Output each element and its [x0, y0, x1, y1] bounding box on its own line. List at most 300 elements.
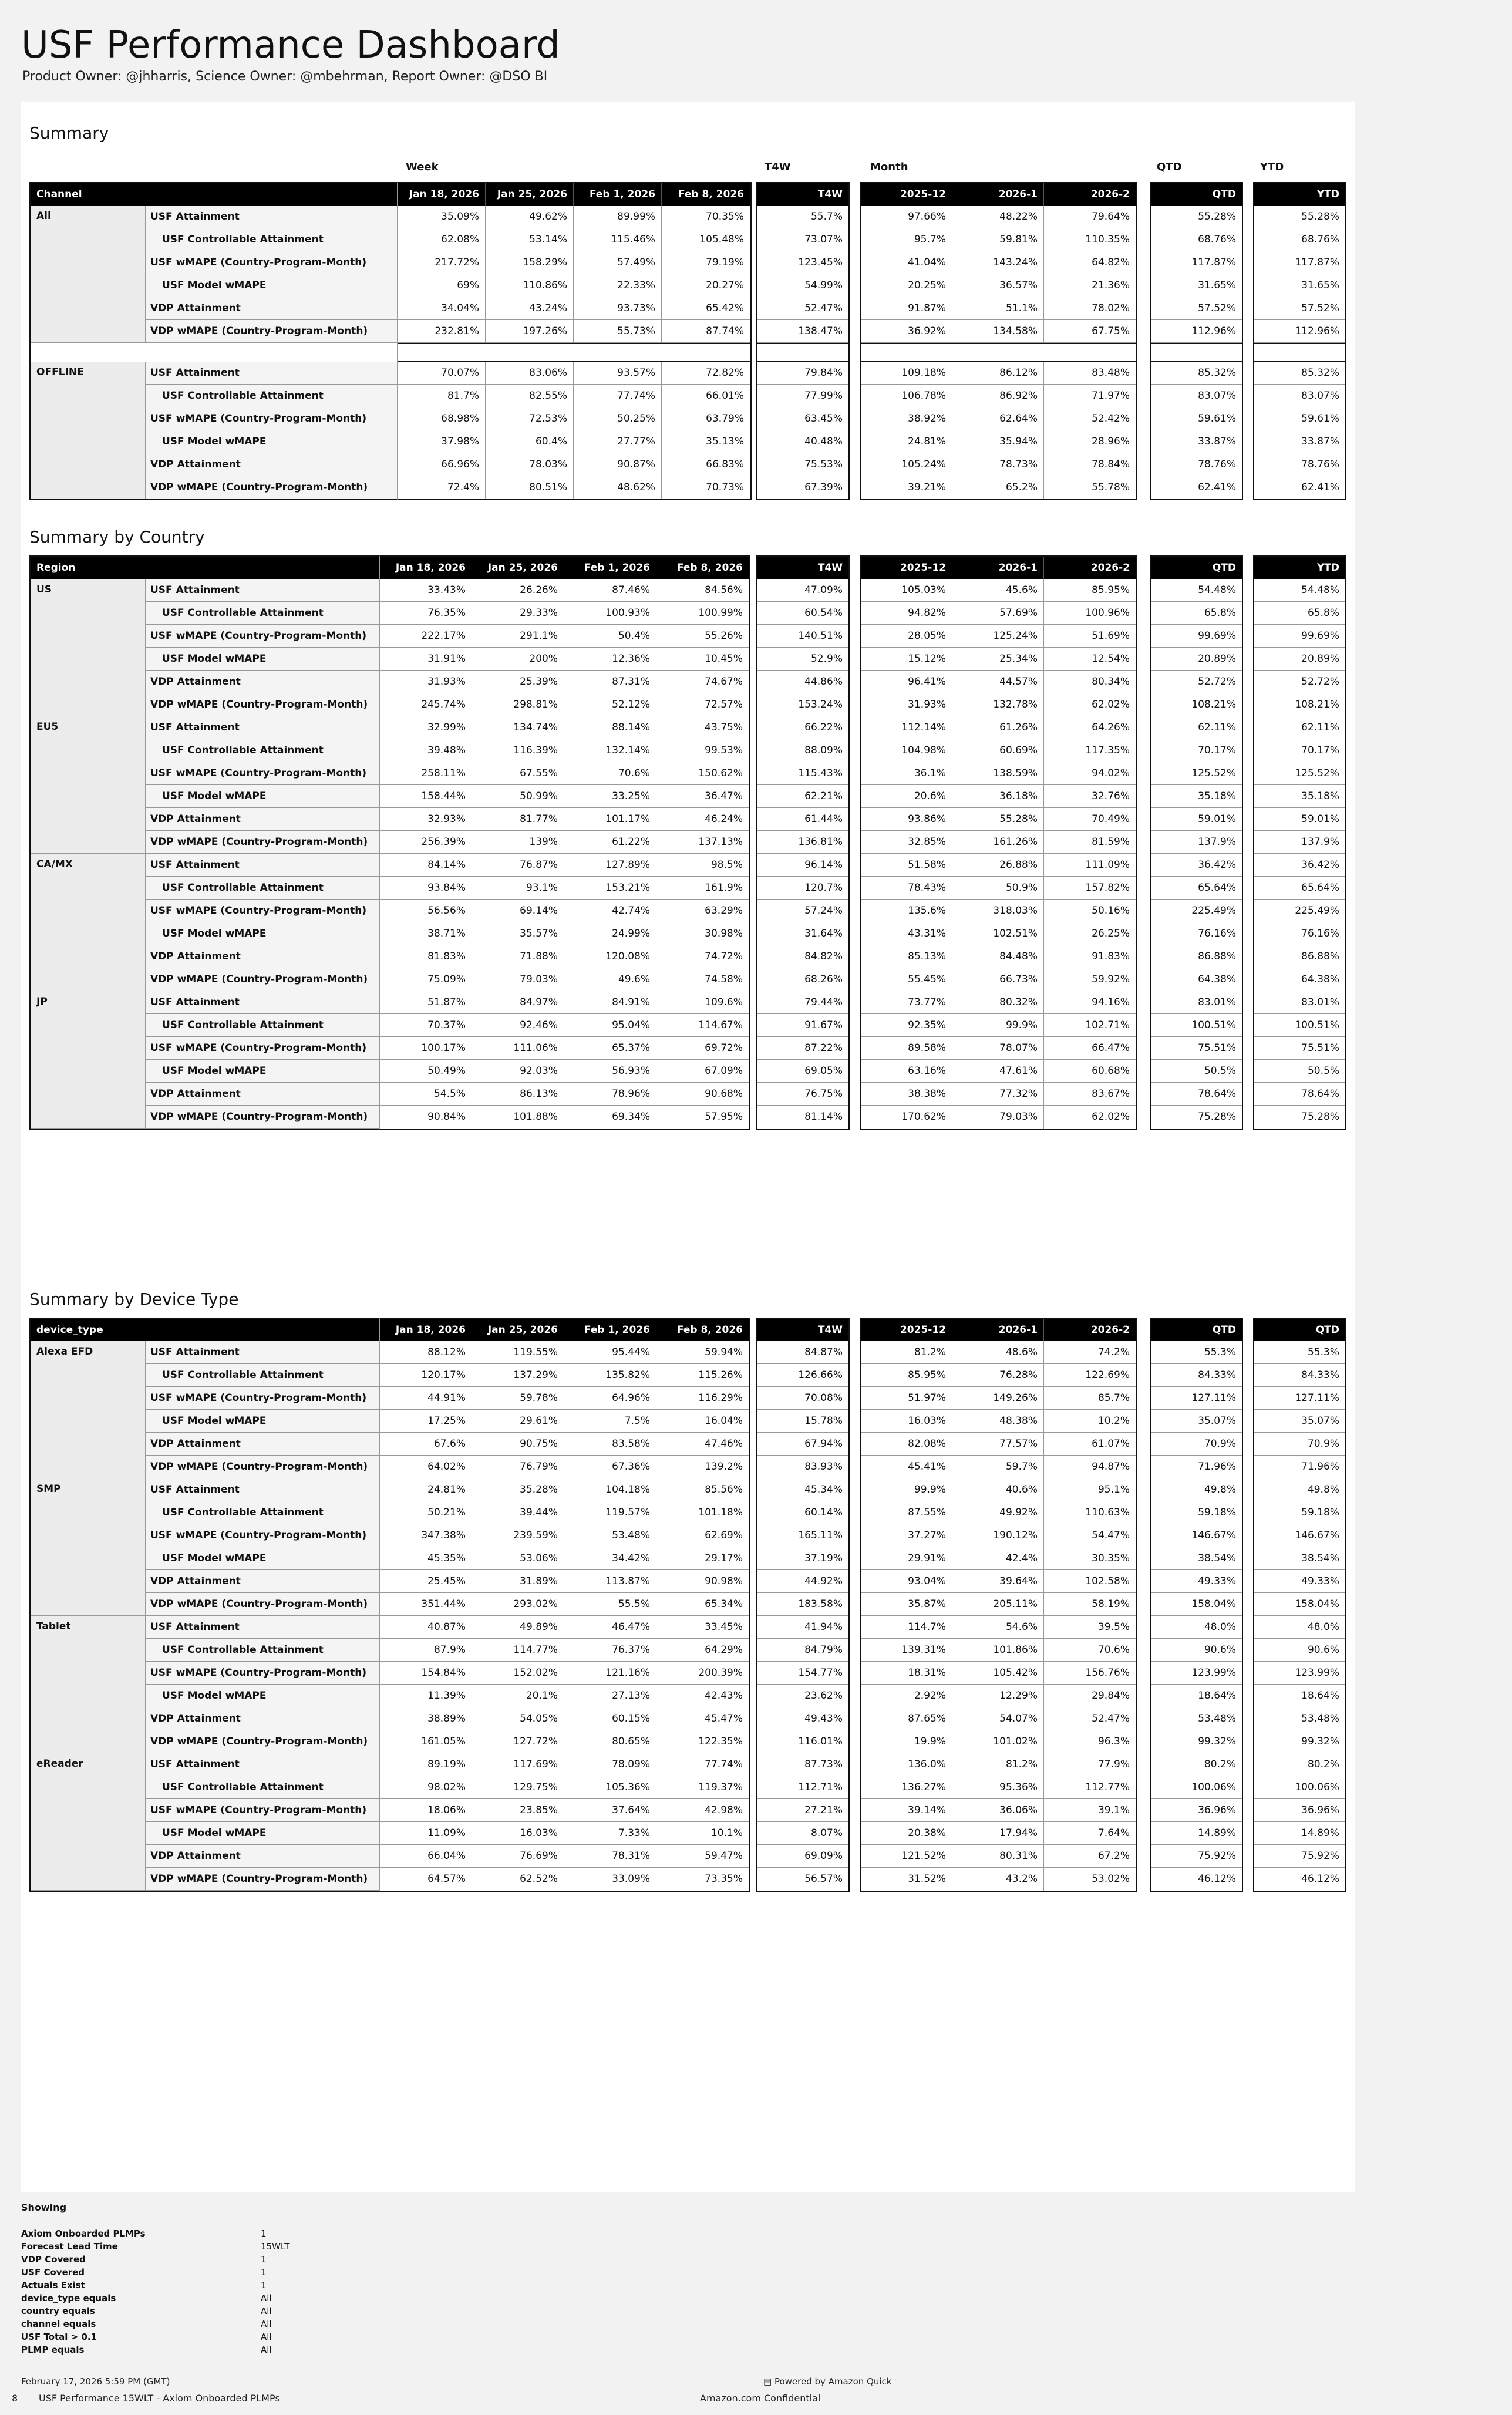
value-cell: 27.13%	[564, 1685, 656, 1707]
value-cell: 75.92%	[1254, 1845, 1345, 1868]
value-cell: 39.5%	[1044, 1616, 1136, 1639]
value-cell: 87.73%	[757, 1753, 848, 1776]
value-cell: 59.01%	[1151, 808, 1242, 831]
value-cell: 52.42%	[1044, 407, 1136, 430]
table-row	[1254, 762, 1345, 785]
value-cell: 21.36%	[1044, 274, 1136, 297]
table-row	[380, 1341, 749, 1364]
table-row	[380, 739, 749, 762]
table-row	[1254, 1868, 1345, 1891]
value-cell: 84.82%	[757, 945, 848, 968]
value-cell: 28.96%	[1044, 430, 1136, 453]
value-cell: 20.25%	[861, 274, 952, 297]
value-cell: 35.07%	[1254, 1410, 1345, 1433]
value-cell: 54.5%	[380, 1083, 472, 1106]
value-cell: 91.83%	[1044, 945, 1136, 968]
value-cell: 42.4%	[952, 1547, 1044, 1570]
table-row	[757, 1685, 848, 1707]
filter-key: PLMP equals	[21, 2345, 85, 2355]
table-row	[861, 320, 1136, 343]
table-row	[1151, 900, 1242, 922]
table-row	[380, 648, 749, 671]
value-cell: 127.72%	[472, 1730, 564, 1753]
value-cell: 74.67%	[656, 671, 749, 693]
table-row	[861, 716, 1136, 739]
table-row	[861, 1456, 1136, 1478]
value-cell: 139%	[472, 831, 564, 854]
value-cell: 60.68%	[1044, 1060, 1136, 1083]
metric-label: VDP wMAPE (Country-Program-Month)	[146, 831, 380, 854]
value-cell: 65.42%	[662, 297, 750, 320]
metric-label: USF Attainment	[146, 1616, 380, 1639]
value-cell: 44.92%	[757, 1570, 848, 1593]
table-row	[757, 671, 848, 693]
value-cell: 62.64%	[952, 407, 1044, 430]
metric-label: USF wMAPE (Country-Program-Month)	[146, 1037, 380, 1060]
metric-label: USF Controllable Attainment	[146, 1364, 380, 1387]
filter-key: device_type equals	[21, 2293, 116, 2303]
filter-item	[21, 2240, 289, 2253]
table-row	[861, 671, 1136, 693]
value-cell: 78.64%	[1151, 1083, 1242, 1106]
value-cell: 112.14%	[861, 716, 952, 739]
value-cell: 86.88%	[1254, 945, 1345, 968]
table-row	[861, 1707, 1136, 1730]
column-header: Feb 1, 2026	[564, 1319, 656, 1341]
value-cell: 57.52%	[1254, 297, 1345, 320]
value-cell: 83.93%	[757, 1456, 848, 1478]
value-cell: 46.47%	[564, 1616, 656, 1639]
table-row	[1254, 362, 1345, 385]
value-cell: 53.48%	[564, 1524, 656, 1547]
group-gap	[1254, 343, 1345, 362]
table-row	[757, 430, 848, 453]
value-cell: 183.58%	[757, 1593, 848, 1616]
column-header-row	[1254, 557, 1345, 579]
value-cell: 101.02%	[952, 1730, 1044, 1753]
section-title: Summary	[29, 123, 109, 143]
value-cell: 17.25%	[380, 1410, 472, 1433]
table-row	[861, 1685, 1136, 1707]
row-label-block	[29, 1318, 380, 1892]
table-row	[380, 1456, 749, 1478]
value-cell: 41.04%	[861, 251, 952, 274]
table-row	[1254, 968, 1345, 991]
value-cell: 20.89%	[1254, 648, 1345, 671]
value-cell: 36.47%	[656, 785, 749, 808]
value-cell: 105.36%	[564, 1776, 656, 1799]
value-cell: 51.97%	[861, 1387, 952, 1410]
device-section	[21, 1276, 1355, 2040]
table-row	[1151, 831, 1242, 854]
value-cell: 76.79%	[472, 1456, 564, 1478]
table-row	[1254, 1410, 1345, 1433]
value-cell: 27.77%	[574, 430, 662, 453]
value-cell: 225.49%	[1254, 900, 1345, 922]
value-cell: 291.1%	[472, 625, 564, 648]
table-row	[1254, 1014, 1345, 1037]
value-cell: 71.96%	[1254, 1456, 1345, 1478]
value-cell: 70.49%	[1044, 808, 1136, 831]
value-cell: 125.52%	[1254, 762, 1345, 785]
value-cell: 16.03%	[861, 1410, 952, 1433]
table-row	[380, 1106, 749, 1129]
column-header-row	[1151, 557, 1242, 579]
table-row	[861, 1014, 1136, 1037]
column-header: QTD	[1212, 1324, 1236, 1336]
table-row	[1254, 1662, 1345, 1685]
value-cell: 77.99%	[757, 385, 848, 407]
value-cell: 39.21%	[861, 476, 952, 499]
value-cell: 89.19%	[380, 1753, 472, 1776]
value-cell: 75.92%	[1151, 1845, 1242, 1868]
value-cell: 99.69%	[1254, 625, 1345, 648]
value-cell: 31.65%	[1254, 274, 1345, 297]
table-row	[861, 1799, 1136, 1822]
value-cell: 78.64%	[1254, 1083, 1345, 1106]
value-cell: 18.64%	[1254, 1685, 1345, 1707]
value-block	[397, 182, 752, 500]
value-cell: 98.02%	[380, 1776, 472, 1799]
filter-key: VDP Covered	[21, 2254, 86, 2265]
value-cell: 121.52%	[861, 1845, 952, 1868]
value-cell: 81.2%	[952, 1753, 1044, 1776]
metric-label: USF Model wMAPE	[146, 1547, 380, 1570]
value-cell: 114.67%	[656, 1014, 749, 1037]
value-cell: 83.06%	[486, 362, 574, 385]
value-cell: 122.69%	[1044, 1364, 1136, 1387]
table-row	[380, 1868, 749, 1891]
table-row	[861, 1639, 1136, 1662]
value-cell: 97.66%	[861, 206, 952, 228]
value-cell: 78.96%	[564, 1083, 656, 1106]
value-cell: 90.87%	[574, 453, 662, 476]
value-cell: 81.14%	[804, 1111, 843, 1123]
value-cell: 74.58%	[656, 968, 749, 991]
table-row	[861, 1524, 1136, 1547]
value-cell: 94.82%	[861, 602, 952, 625]
value-cell: 44.57%	[952, 671, 1044, 693]
value-cell: 42.43%	[656, 1685, 749, 1707]
table-row	[1151, 1753, 1242, 1776]
value-cell: 36.18%	[952, 785, 1044, 808]
group-label: US	[31, 579, 146, 716]
value-cell: 70.6%	[564, 762, 656, 785]
value-cell: 29.33%	[472, 602, 564, 625]
value-cell: 17.94%	[952, 1822, 1044, 1845]
value-cell: 101.18%	[656, 1501, 749, 1524]
table-row	[1254, 1707, 1345, 1730]
filters-panel	[21, 2202, 289, 2356]
value-cell: 83.48%	[1044, 362, 1136, 385]
value-cell: 42.74%	[564, 900, 656, 922]
value-cell: 25.39%	[472, 671, 564, 693]
table-row	[757, 274, 848, 297]
table-row	[1254, 430, 1345, 453]
value-cell: 33.87%	[1151, 430, 1242, 453]
table-row	[1254, 1639, 1345, 1662]
value-cell: 18.31%	[861, 1662, 952, 1685]
value-cell: 85.7%	[1044, 1387, 1136, 1410]
metric-label: VDP wMAPE (Country-Program-Month)	[146, 693, 380, 716]
value-cell: 197.26%	[486, 320, 574, 343]
column-header: T4W	[817, 188, 843, 200]
value-cell: 293.02%	[472, 1593, 564, 1616]
column-header: 2025-12	[861, 557, 952, 579]
value-cell: 60.54%	[757, 602, 848, 625]
table-row	[861, 1060, 1136, 1083]
value-cell: 132.14%	[564, 739, 656, 762]
filter-item	[21, 2292, 289, 2305]
table-row	[757, 579, 848, 602]
value-cell: 137.9%	[1151, 831, 1242, 854]
value-cell: 16.03%	[472, 1822, 564, 1845]
value-cell: 52.9%	[757, 648, 848, 671]
value-cell: 49.33%	[1254, 1570, 1345, 1593]
value-cell: 87.31%	[564, 671, 656, 693]
value-cell: 115.26%	[656, 1364, 749, 1387]
value-cell: 35.94%	[952, 430, 1044, 453]
value-cell: 84.97%	[472, 991, 564, 1014]
value-cell: 136.0%	[861, 1753, 952, 1776]
value-cell: 92.35%	[861, 1014, 952, 1037]
table-row	[757, 1547, 848, 1570]
value-cell: 59.18%	[1151, 1501, 1242, 1524]
value-cell: 95.36%	[952, 1776, 1044, 1799]
value-cell: 105.03%	[861, 579, 952, 602]
powered-by-text: Powered by Amazon Quick	[774, 2376, 892, 2387]
table-row	[757, 1868, 848, 1891]
value-cell: 70.9%	[1254, 1433, 1345, 1456]
table-row	[1254, 1616, 1345, 1639]
filter-item	[21, 2318, 289, 2330]
metric-label: USF Attainment	[146, 716, 380, 739]
table-row	[757, 1060, 848, 1083]
value-cell: 31.93%	[380, 671, 472, 693]
table-row	[1254, 831, 1345, 854]
value-cell: 318.03%	[952, 900, 1044, 922]
value-cell: 20.89%	[1151, 648, 1242, 671]
value-cell: 62.69%	[656, 1524, 749, 1547]
table-row	[861, 297, 1136, 320]
value-cell: 99.53%	[656, 739, 749, 762]
table-row	[1254, 1387, 1345, 1410]
value-cell: 62.02%	[1044, 693, 1136, 716]
value-cell: 43.2%	[952, 1868, 1044, 1891]
value-cell: 74.2%	[1044, 1341, 1136, 1364]
value-cell: 23.85%	[472, 1799, 564, 1822]
table-row	[757, 1456, 848, 1478]
filter-key: Actuals Exist	[21, 2280, 85, 2291]
value-cell: 105.24%	[861, 453, 952, 476]
value-cell: 96.3%	[1044, 1730, 1136, 1753]
filter-key: Forecast Lead Time	[21, 2241, 118, 2252]
metric-label: VDP wMAPE (Country-Program-Month)	[146, 320, 398, 343]
table-row	[861, 430, 1136, 453]
value-cell: 65.2%	[952, 476, 1044, 499]
value-cell: 85.13%	[861, 945, 952, 968]
value-cell: 54.05%	[472, 1707, 564, 1730]
value-cell: 136.27%	[861, 1776, 952, 1799]
table-row	[861, 991, 1136, 1014]
value-cell: 61.26%	[952, 716, 1044, 739]
value-cell: 115.46%	[574, 228, 662, 251]
table-row	[1254, 671, 1345, 693]
table-row	[380, 1799, 749, 1822]
metric-label: USF wMAPE (Country-Program-Month)	[146, 1799, 380, 1822]
row-header	[31, 183, 398, 206]
value-cell: 74.72%	[656, 945, 749, 968]
value-cell: 14.89%	[1151, 1822, 1242, 1845]
value-cell: 225.49%	[1151, 900, 1242, 922]
value-cell: 49.8%	[1254, 1478, 1345, 1501]
group-label: CA/MX	[31, 854, 146, 991]
value-cell: 117.87%	[1151, 251, 1242, 274]
value-cell: 36.96%	[1151, 1799, 1242, 1822]
value-cell: 38.92%	[861, 407, 952, 430]
table-row	[1151, 430, 1242, 453]
value-cell: 73.07%	[757, 228, 848, 251]
value-cell: 100.06%	[1151, 1776, 1242, 1799]
value-cell: 170.62%	[861, 1106, 952, 1129]
metric-label: USF Model wMAPE	[146, 274, 398, 297]
value-cell: 76.16%	[1254, 922, 1345, 945]
metric-label: USF Controllable Attainment	[146, 1639, 380, 1662]
value-cell: 99.32%	[1254, 1730, 1345, 1753]
value-cell: 190.12%	[952, 1524, 1044, 1547]
value-cell: 34.04%	[398, 297, 486, 320]
value-cell: 67.94%	[757, 1433, 848, 1456]
table-row	[757, 693, 848, 716]
table-row	[1254, 1037, 1345, 1060]
qtd-group-label: QTD	[1157, 161, 1182, 173]
table-row	[861, 1501, 1136, 1524]
value-cell: 50.25%	[574, 407, 662, 430]
value-cell: 49.6%	[564, 968, 656, 991]
table-row	[398, 362, 750, 385]
table-row	[380, 991, 749, 1014]
value-cell: 119.37%	[656, 1776, 749, 1799]
metric-label: USF Controllable Attainment	[146, 602, 380, 625]
table-row	[1151, 1341, 1242, 1364]
table-row	[1151, 877, 1242, 900]
metric-label: VDP Attainment	[146, 1570, 380, 1593]
value-cell: 139.2%	[656, 1456, 749, 1478]
column-header-row	[380, 1319, 749, 1341]
table-row	[861, 1547, 1136, 1570]
table-row	[1151, 648, 1242, 671]
value-cell: 146.67%	[1151, 1524, 1242, 1547]
table-row	[398, 476, 750, 499]
value-cell: 35.87%	[861, 1593, 952, 1616]
table-row	[1254, 579, 1345, 602]
table-row	[757, 362, 848, 385]
value-cell: 52.72%	[1151, 671, 1242, 693]
value-cell: 222.17%	[380, 625, 472, 648]
table-row	[1254, 385, 1345, 407]
value-cell: 65.8%	[1151, 602, 1242, 625]
value-cell: 137.13%	[656, 831, 749, 854]
value-cell: 36.57%	[952, 274, 1044, 297]
value-cell: 75.51%	[1151, 1037, 1242, 1060]
value-cell: 87.9%	[380, 1639, 472, 1662]
metric-label: VDP wMAPE (Country-Program-Month)	[146, 968, 380, 991]
value-cell: 83.67%	[1044, 1083, 1136, 1106]
value-cell: 90.6%	[1151, 1639, 1242, 1662]
table-row	[398, 430, 750, 453]
column-header: T4W	[817, 562, 843, 574]
value-cell: 59.47%	[656, 1845, 749, 1868]
table-row	[1254, 922, 1345, 945]
value-cell: 48.0%	[1151, 1616, 1242, 1639]
filter-item	[21, 2305, 289, 2318]
value-cell: 12.29%	[952, 1685, 1044, 1707]
value-cell: 138.59%	[952, 762, 1044, 785]
value-cell: 33.43%	[380, 579, 472, 602]
table-row	[380, 602, 749, 625]
table-row	[1151, 453, 1242, 476]
value-cell: 30.35%	[1044, 1547, 1136, 1570]
column-header-row	[757, 1319, 848, 1341]
value-cell: 143.24%	[952, 251, 1044, 274]
value-cell: 79.84%	[757, 362, 848, 385]
value-cell: 54.07%	[952, 1707, 1044, 1730]
value-cell: 34.42%	[564, 1547, 656, 1570]
table-row	[1254, 1570, 1345, 1593]
table-row	[380, 1014, 749, 1037]
table-row	[398, 251, 750, 274]
value-cell: 123.45%	[757, 251, 848, 274]
table-row	[757, 785, 848, 808]
value-cell: 70.37%	[380, 1014, 472, 1037]
value-cell: 99.69%	[1151, 625, 1242, 648]
table-row	[861, 900, 1136, 922]
table-row	[380, 968, 749, 991]
value-cell: 90.75%	[472, 1433, 564, 1456]
value-block	[1150, 1318, 1243, 1892]
metric-label: USF wMAPE (Country-Program-Month)	[146, 407, 398, 430]
filter-key: Axiom Onboarded PLMPs	[21, 2228, 146, 2239]
table-row	[380, 1639, 749, 1662]
value-cell: 71.97%	[1044, 385, 1136, 407]
value-cell: 44.91%	[380, 1387, 472, 1410]
value-cell: 79.03%	[952, 1106, 1044, 1129]
value-cell: 48.62%	[574, 476, 662, 499]
value-cell: 67.09%	[656, 1060, 749, 1083]
value-cell: 69.14%	[472, 900, 564, 922]
value-block	[756, 182, 850, 500]
value-cell: 72.53%	[486, 407, 574, 430]
value-cell: 53.48%	[1254, 1707, 1345, 1730]
table-row	[1151, 385, 1242, 407]
value-cell: 93.1%	[472, 877, 564, 900]
value-cell: 46.12%	[1198, 1873, 1236, 1885]
value-cell: 109.6%	[656, 991, 749, 1014]
value-cell: 79.44%	[757, 991, 848, 1014]
value-cell: 31.52%	[861, 1868, 952, 1891]
table-row	[1151, 762, 1242, 785]
value-cell: 87.65%	[861, 1707, 952, 1730]
value-cell: 26.88%	[952, 854, 1044, 877]
column-header: YTD	[1316, 562, 1339, 574]
metric-label: VDP wMAPE (Country-Program-Month)	[146, 1593, 380, 1616]
value-cell: 113.87%	[564, 1570, 656, 1593]
value-cell: 36.1%	[861, 762, 952, 785]
table-row	[380, 1410, 749, 1433]
table-row	[757, 602, 848, 625]
column-header-row	[861, 1319, 1136, 1341]
value-cell: 60.14%	[757, 1501, 848, 1524]
